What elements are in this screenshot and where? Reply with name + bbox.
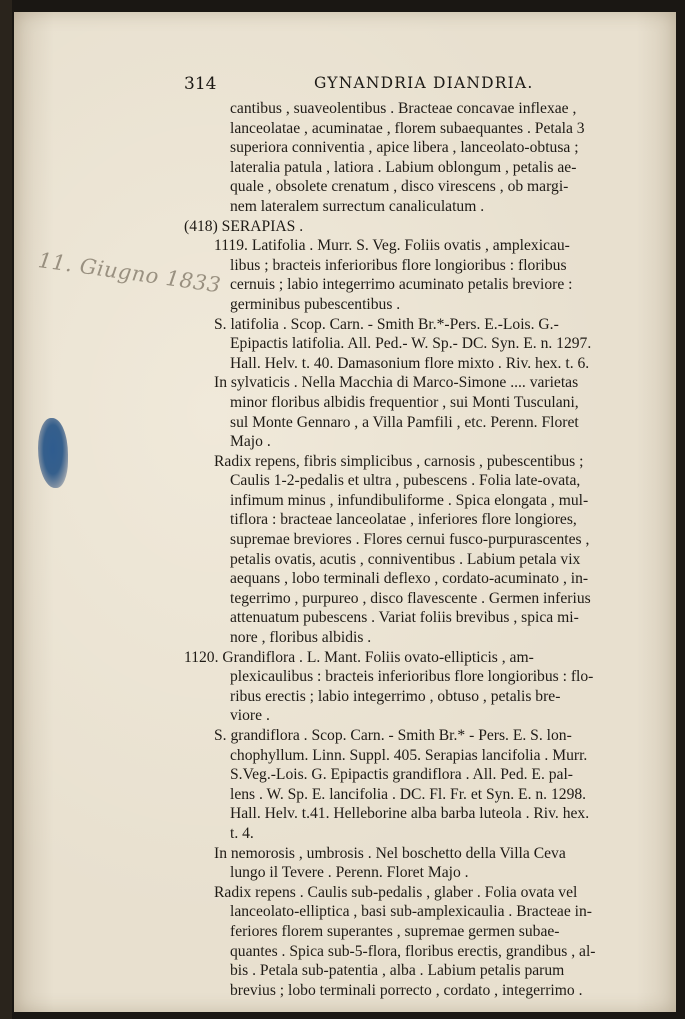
body-text [184, 100, 654, 1001]
text-line: cantibus , suaveolentibus . Bracteae concavae inflexae , [230, 100, 577, 117]
genus-heading: (418) SERAPIAS . [184, 217, 304, 235]
text-line: tegerrimo , purpureo , disco flavescente . Germen inferius [230, 589, 591, 607]
text-line: aequans , lobo terminali deflexo , cordato-acuminato , in- [230, 570, 589, 588]
text-line: libus ; bracteis inferioribus flore longioribus : floribus [230, 256, 567, 274]
text-line: quantes . Spica sub-5-flora, floribus erectis, grandibus , al- [230, 942, 596, 960]
text-line: Hall. Helv. t.41. Helleborine alba barba luteola . Riv. hex. [230, 805, 590, 823]
text-line: Caulis 1-2-pedalis et ultra , pubescens . Folia late-ovata, [230, 472, 581, 490]
habitat-line: In nemorosis , umbrosis . Nel boschetto della Villa Ceva [214, 844, 566, 862]
text-line: infimum minus , infundibuliforme . Spica elongata , mul- [230, 491, 589, 509]
text-line: sul Monte Gennaro , a Villa Pamfili , etc. Perenn. Floret [230, 413, 579, 431]
text-line: bis . Petala sub-patentia , alba . Labium petalis parum [230, 962, 565, 980]
text-line: minor floribus albidis frequentior , sui Monti Tusculani, [230, 393, 579, 411]
text-line: nem lateralem surrectum canaliculatum . [230, 197, 485, 215]
text-line: lanceolato-elliptica , basi sub-amplexicaulia . Bracteae in- [230, 903, 592, 921]
handwritten-margin-note: 11. Giugno 1833 [36, 248, 223, 298]
description-line: Radix repens . Caulis sub-pedalis , glaber . Folia ovata vel [214, 883, 578, 901]
text-line: plexicaulibus : bracteis inferioribus flore longioribus : flo- [230, 668, 594, 686]
text-line: ribus erectis ; labio integerrimo , obtuso , petalis bre- [230, 687, 561, 705]
species-entry-line: 1119. Latifolia . Murr. S. Veg. Foliis ovatis , amplexicau- [214, 237, 570, 255]
synonymy-line: S. grandiflora . Scop. Carn. - Smith Br.* - Pers. E. S. lon- [214, 727, 572, 744]
text-line: supremae breviores . Flores cernui fusco-purpurascentes , [230, 531, 590, 549]
synonymy-line: S. latifolia . Scop. Carn. - Smith Br.*-Pers. E.-Lois. G.- [214, 315, 559, 333]
text-line: lateralia patula , latiora . Labium oblongum , petalis ae- [230, 158, 577, 176]
text-line: viore . [230, 707, 270, 725]
text-line: lanceolatae , acuminatae , florem subaequantes . Petala 3 [230, 119, 585, 137]
text-line: petalis ovatis, acutis , conniventibus . Labium petala vix [230, 550, 581, 568]
text-line: superiora conniventia , apice libera , lanceolato-obtusa ; [230, 139, 579, 157]
book-gutter [0, 0, 12, 1019]
text-line: lens . W. Sp. E. lancifolia . DC. Fl. Fr. et Syn. E. n. 1298. [230, 785, 587, 803]
text-line: Hall. Helv. t. 40. Damasonium flore mixto . Riv. hex. t. 6. [230, 354, 590, 372]
text-line: tiflora : bracteae lanceolatae , inferiores flore longiores, [230, 511, 577, 529]
text-line: chophyllum. Linn. Suppl. 405. Serapias lancifolia . Murr. [230, 746, 588, 764]
text-line: Majo . [230, 433, 271, 451]
running-title: GYNANDRIA DIANDRIA. [314, 74, 534, 92]
text-line: S.Veg.-Lois. G. Epipactis grandiflora . All. Ped. E. pal- [230, 766, 574, 784]
text-line: cernuis ; labio integerrimo acuminato petalis breviore : [230, 276, 573, 294]
habitat-line: In sylvaticis . Nella Macchia di Marco-Simone .... varietas [214, 374, 579, 392]
text-line: nore , floribus albidis . [230, 629, 372, 647]
ink-stain-mark [38, 418, 68, 488]
description-line: Radix repens, fibris simplicibus , carnosis , pubescentibus ; [214, 452, 584, 470]
page-header [184, 74, 544, 98]
text-line: brevius ; lobo terminali porrecto , cordato , integerrimo . [230, 981, 583, 999]
text-line: lungo il Tevere . Perenn. Floret Majo . [230, 864, 469, 882]
text-line: attenuatum pubescens . Variat foliis brevibus , spica mi- [230, 609, 579, 627]
text-line: quale , obsolete crenatum , disco virescens , ob margi- [230, 178, 569, 196]
species-entry-line: 1120. Grandiflora . L. Mant. Foliis ovato-ellipticis , am- [184, 648, 534, 666]
text-line: feriores florem superantes , supremae germen subae- [230, 922, 560, 940]
text-line: t. 4. [230, 824, 254, 842]
text-line: Epipactis latifolia. All. Ped.- W. Sp.- DC. Syn. E. n. 1297. [230, 335, 592, 353]
text-line: germinibus pubescentibus . [230, 295, 401, 313]
page-number: 314 [184, 74, 217, 94]
